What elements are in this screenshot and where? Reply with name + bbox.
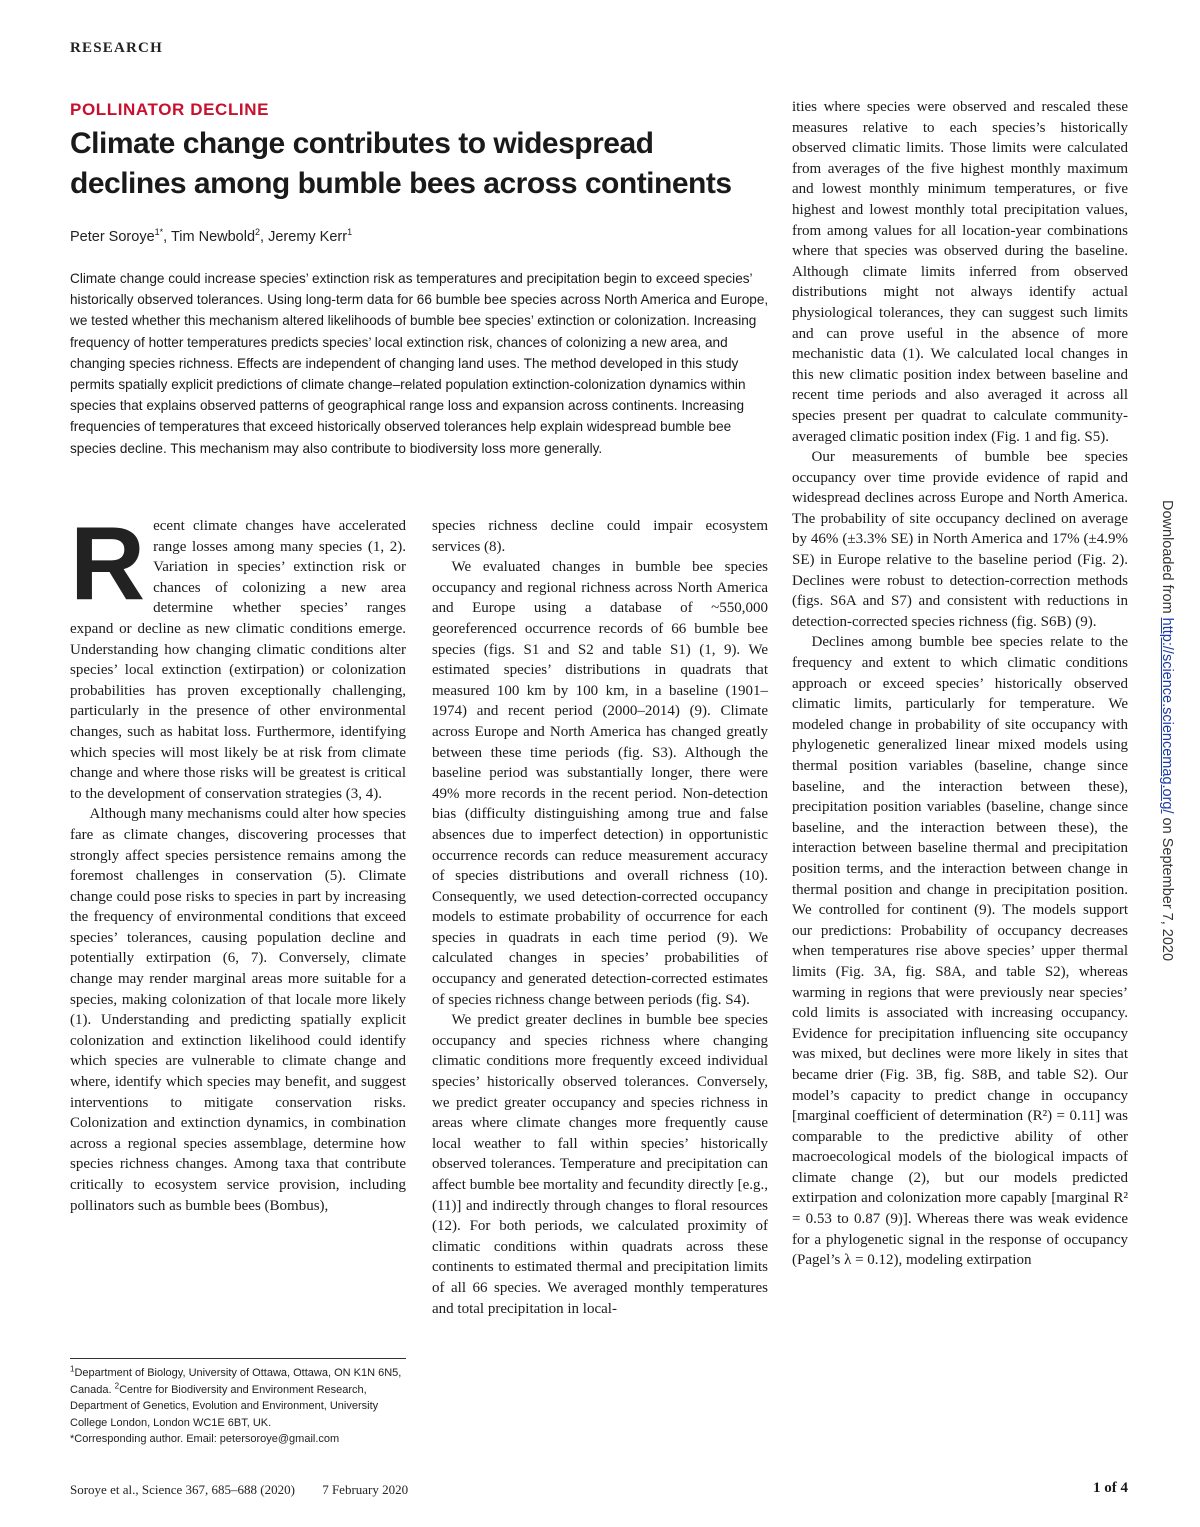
article-title: Climate change contributes to widespread declines among bumble bees across continents	[70, 127, 732, 200]
body-paragraph: We evaluated changes in bumble bee species occupancy and regional richness across North America and Europe using a database of ~550,000 georeferenced occurrence records of 66 bumble bee species (figs. S1 and S2 and table S1) (1, 9). We estimated species’ distributions in quadrats that measured 100 km by 100 km, in a baseline (1901–1974) and recent period (2000–2014) (9). Climate across Europe and North America has changed greatly between these time periods (fig. S3). Although the baseline period was substantially longer, there were 49% more records in the recent period. Non-detection bias (difficulty distinguishing among true and false absences due to imperfect detection) in opportunistic occurrence records can reduce measurement accuracy of species distributions and overall richness (10). Consequently, we used detection-corrected occupancy models to estimate probability of occurrence for each species in quadrats in each time period (9). We calculated changes in species’ probabilities of occupancy and generated detection-corrected estimates of species richness change between periods (fig. S4).	[432, 559, 768, 1008]
body-paragraph: Declines among bumble bee species relate to the frequency and extent to which climatic conditions approach or exceed species’ historically observed climatic limits, particularly for temperature. We modeled change in probability of site occupancy with phylogenetic generalized linear mixed models using thermal position variables (baseline, change since baseline, and the interaction between these), precipitation position variables (baseline, change since baseline, and the interaction between these), the interaction between baseline thermal and precipitation position terms, and the interaction between change in thermal position and change in precipitation position. We controlled for continent (9). The models support our predictions: Probability of occupancy decreases when temperatures rise above species’ upper thermal limits (Fig. 3A, fig. S8A, and table S2), whereas warming in regions that were previously near species’ cold limits is associated with increasing occupancy. Evidence for precipitation influencing site occupancy was mixed, but declines were more likely in sites that became drier (Fig. 3B, fig. S8B, and table S2). Our model’s capacity to predict change in occupancy [marginal coefficient of determination (R²) = 0.11] was comparable to the predictive ability of other macroecological models of the biological impacts of climate change (2), but our models predicted extirpation and colonization more capably [marginal R² = 0.53 to 0.87 (9)]. Whereas there was weak evidence for a phylogenetic signal in the response of occupancy (Pagel’s λ = 0.12), modeling extirpation	[792, 634, 1128, 1269]
body-column-left	[70, 506, 406, 1216]
affiliations-footnote	[70, 1358, 406, 1448]
section-label: RESEARCH	[70, 40, 163, 56]
download-prefix: Downloaded from	[1159, 500, 1175, 618]
body-paragraph: ecent climate changes have accelerated range losses among many species (1, 2). Variation in species’ extinction risk or chances of colonizing a new area determine whether species’ ranges expand or decline as new climatic conditions emerge. Understanding how changing climatic conditions alter species’ local extinction (extirpation) or colonization probabilities has proven exceptionally challenging, particularly in the presence of other environmental changes, such as habitat loss. Furthermore, identifying which species will most likely be at risk from climate change and where those risks will be greatest is critical to the development of conservation strategies (3, 4).	[70, 518, 406, 802]
author-name: Peter Soroye	[70, 229, 155, 245]
body-paragraph: species richness decline could impair ecosystem services (8).	[432, 518, 768, 555]
corresponding-author: *Corresponding author. Email: petersoroye@gmail.com	[70, 1433, 340, 1445]
author-name: Jeremy Kerr	[268, 229, 348, 245]
download-suffix: on September 7, 2020	[1159, 813, 1175, 962]
body-column-right	[792, 97, 1128, 1271]
article-kicker: POLLINATOR DECLINE	[70, 100, 270, 119]
footer-citation: Soroye et al., Science 367, 685–688 (2020)	[70, 1482, 295, 1497]
author-affiliation-mark: 1	[347, 227, 353, 238]
footnote-mark: 2	[114, 1380, 120, 1390]
download-watermark	[1159, 500, 1175, 961]
body-paragraph: ities where species were observed and rescaled these measures relative to each species’s historically observed climatic limits. Those limits were calculated from averages of the five highest monthly maximum and lowest monthly minimum temperatures, or five highest and lowest monthly total precipitation values, from among values for all location-year combinations where that species was observed during the baseline. Although climate limits inferred from observed distributions might not always identify actual physiological tolerances, they can suggest such limits and can prove useful in the absence of more mechanistic data (1). We calculated local changes in this new climatic position index between baseline and recent time periods and also averaged it across all species present per quadrat to calculate community-averaged climatic position index (Fig. 1 and fig. S5).	[792, 99, 1128, 445]
author-name: Tim Newbold	[170, 229, 256, 245]
page-number: 1 of 4	[1093, 1480, 1128, 1496]
affiliation-text: Department of Biology, University of Ottawa, Ottawa, ON K1N 6N5, Canada.	[70, 1367, 402, 1396]
abstract: Climate change could increase species’ extinction risk as temperatures and precipitation begin to exceed species’ historically observed tolerances. Using long-term data for 66 bumble bee species across North America and Europe, we tested whether this mechanism altered likelihoods of bumble bee species’ extinction or colonization. Increasing frequency of hotter temperatures predicts species’ local extinction risk, chances of colonizing a new area, and changing species richness. Effects are independent of changing land uses. The method developed in this study permits spatially explicit predictions of climate change–related population extinction-colonization dynamics within species that explains observed patterns of geographical range loss and expansion across continents. Increasing frequencies of temperatures that exceed historically observed tolerances help explain widespread bumble bee species decline. This mechanism may also contribute to biodiversity loss more generally.	[70, 271, 769, 456]
body-paragraph: Although many mechanisms could alter how species fare as climate changes, discovering processes that strongly affect species persistence remains among the foremost challenges in conservation (5). Climate change could pose risks to species in part by increasing the frequency of environmental conditions that exceed species’ tolerances, causing population decline and potentially extirpation (6, 7). Conversely, climate change may render marginal areas more suitable for a species, making colonization of that locale more likely (1). Understanding and predicting spatially explicit colonization and extinction likelihood could identify which species are vulnerable to climate change and where, identify which species may benefit, and suggest interventions to mitigate conservation risks. Colonization and extinction dynamics, in combination across a regional species assemblage, determine how species richness changes. Among taxa that contribute critically to ecosystem service provision, including pollinators such as bumble bees (Bombus),	[70, 806, 406, 1214]
body-paragraph: We predict greater declines in bumble bee species occupancy and species richness where changing climatic conditions more frequently exceed individual species’ historically observed tolerances. Conversely, we predict greater occupancy and species richness in areas where climate changes more frequently cause local weather to fall within species’ historically observed tolerances. Temperature and precipitation can affect bumble bee mortality and fecundity directly [e.g., (11)] and indirectly through changes to floral resources (12). For both periods, we calculated proximity of climatic conditions within quadrats across these continents to estimated thermal and precipitation limits of all 66 species. We averaged monthly temperatures and total precipitation in local-	[432, 1012, 768, 1317]
affiliation-text: Centre for Biodiversity and Environment Research, Department of Genetics, Evolution and Environment, University College London, London WC1E 6BT, UK.	[70, 1383, 379, 1429]
drop-cap: R	[70, 506, 146, 622]
author-affiliation-mark: 2	[255, 227, 261, 238]
download-link[interactable]: http://science.sciencemag.org/	[1159, 617, 1175, 814]
page-footer	[70, 1482, 408, 1498]
body-paragraph: Our measurements of bumble bee species occupancy over time provide evidence of rapid and widespread declines across Europe and North America. The probability of site occupancy declined on average by 46% (±3.3% SE) in North America and 17% (±4.9% SE) in Europe relative to the baseline period (Fig. 2). Declines were robust to detection-correction methods (figs. S6A and S7) and consistent with reductions in detection-corrected species richness (fig. S6B) (9).	[792, 449, 1128, 630]
footer-date: 7 February 2020	[322, 1482, 409, 1497]
author-affiliation-mark: 1*	[154, 227, 164, 238]
footnote-mark: 1	[70, 1364, 75, 1374]
body-column-middle	[432, 516, 768, 1319]
author-list: Peter Soroye$^{1*}$, Tim Newbold$^2$, Jeremy Kerr$^1$	[70, 227, 353, 245]
